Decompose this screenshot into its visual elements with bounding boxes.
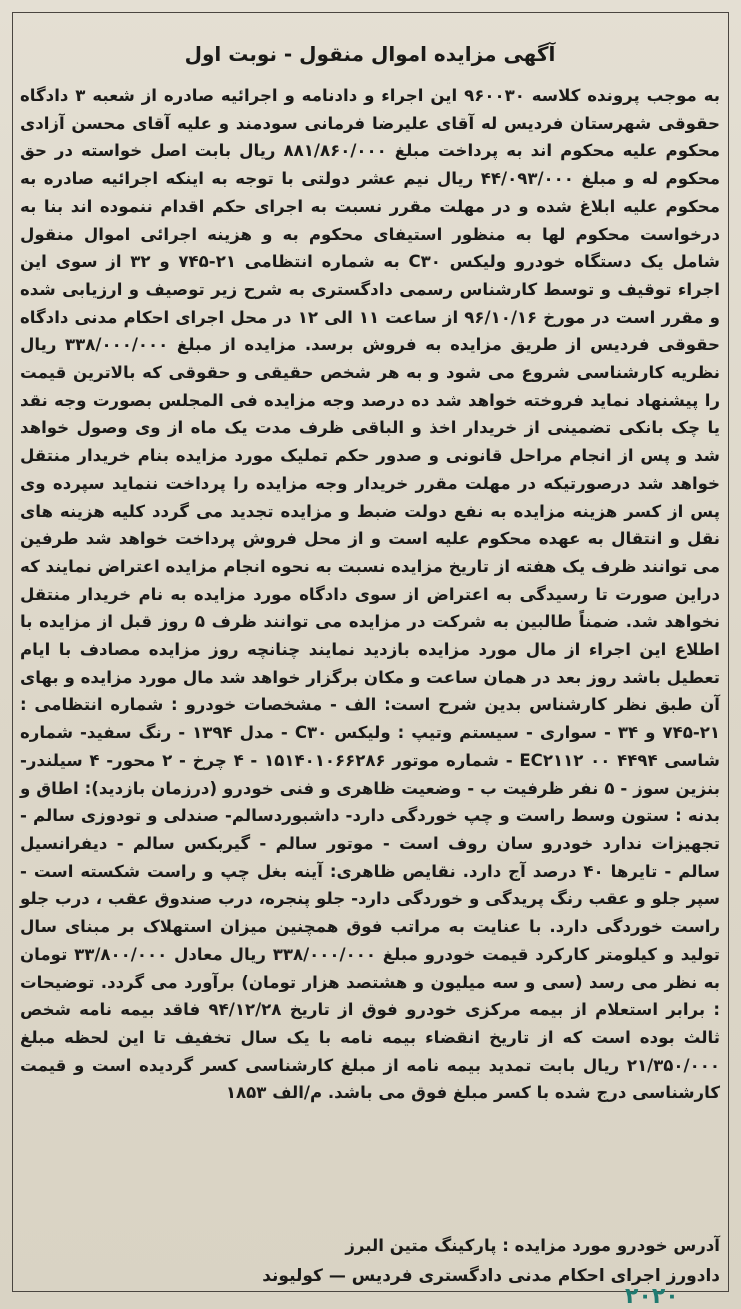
notice-title: آگهی مزایده اموال منقول - نوبت اول [184,42,556,66]
vehicle-address: آدرس خودرو مورد مزایده : پارکینگ متین البرز [345,1236,720,1255]
handwritten-stamp: ۲۰۲۰ [625,1284,679,1309]
signature-line: دادورز اجرای احکام مدنی دادگستری فردیس — کولیوند [262,1266,720,1286]
notice-body [20,82,720,1107]
notice-body-text: به موجب پرونده کلاسه ۹۶۰۰۳۰ این اجراء و دادنامه و اجرائیه صادره از شعبه ۳ دادگاه حقوقی شهرستان فردیس له آقای علیرضا فرمانی سودمند و علیه آقای محسن آزادی محکوم علیه محکوم اند به پرداخت مبلغ ۸۸۱/۸۶۰/۰۰۰ ریال بابت اصل خواسته در حق محکوم له و مبلغ ۴۴/۰۹۳/۰۰۰ ریال نیم عشر دولتی با توجه به اینکه اجرائیه صادره به محکوم علیه ابلاغ شده و در مهلت مقرر نسبت به اجرای حکم اقدام ننموده اند بنا به درخواست محکوم لها به منظور استیفای محکوم به و هزینه اجرائی اموال منقول شامل یک دستگاه خودرو ولیکس C۳۰ به شماره انتظامی ۲۱-۷۴۵ و ۳۲ از سوی این اجراء توقیف و توسط کارشناس رسمی دادگستری به شرح زیر توصیف و ارزیابی شده و مقرر است در مورخ ۹۶/۱۰/۱۶ از ساعت ۱۱ الی ۱۲ در محل اجرای احکام مدنی دادگاه حقوقی فردیس از طریق مزایده به فروش برسد. مزایده از مبلغ ۳۳۸/۰۰۰/۰۰۰ ریال نظریه کارشناسی شروع می شود و به هر شخص حقیقی و حقوقی که بالاترین قیمت را پیشنهاد نماید فروخته خواهد شد ده درصد وجه مزایده فی المجلس بصورت وجه نقد یا چک بانکی تضمینی از خریدار اخذ و الباقی ظرف مدت یک ماه از وی وصول خواهد شد و پس از انجام مراحل قانونی و صدور حکم تملیک مورد مزایده بنام خریدار منتقل خواهد شد درصورتیکه در مهلت مقرر خریدار وجه مزایده را پرداخت ننماید سپرده وی پس از کسر هزینه مزایده به نفع دولت ضبط و مزایده تجدید می گردد کلیه هزینه های نقل و انتقال به عهده محکوم علیه است و از محل فروش پرداخت خواهد شد طرفین می توانند ظرف یک هفته از تاریخ مزایده نسبت به نحوه انجام مزایده اعتراض نمایند که دراین صورت تا رسیدگی به اعتراض از سوی دادگاه مورد مزایده به نام خریدار منتقل نخواهد شد. ضمناً طالبین به شرکت در مزایده می توانند ظرف ۵ روز قبل از مزایده با اطلاع این اجراء از مال مورد مزایده بازدید نمایند چنانچه روز مزایده مصادف با ایام تعطیل باشد روز بعد در همان ساعت و مکان برگزار خواهد شد مال مورد مزایده و بهای آن طبق نظر کارشناس بدین شرح است: الف - مشخصات خودرو : شماره انتظامی : ۲۱-۷۴۵ و ۳۴ - سواری - سیستم وتیپ : ولیکس C۳۰ - مدل ۱۳۹۴ - رنگ سفید- شماره شاسی ۴۴۹۴ EC۲۱۱۲ ۰۰ - شماره موتور ۱۵۱۴۰۱۰۶۶۲۸۶ - ۴ چرخ - ۲ محور- ۴ سیلندر- بنزین سوز - ۵ نفر ظرفیت ب - وضعیت ظاهری و فنی خودرو (درزمان بازدید): اطاق و بدنه : ستون وسط راست و چپ خوردگی دارد- داشبوردسالم- صندلی و تودوزی سالم - تجهیزات ندارد خودرو سان روف است - موتور سالم - گیربکس سالم - دیفرانسیل سالم - تایرها ۴۰ درصد آج دارد. نقایص ظاهری: آینه بغل چپ و راست شکسته است - سپر جلو و عقب رنگ پریدگی و خوردگی دارد- جلو پنجره، درب صندوق عقب ، درب جلو راست خوردگی دارد. با عنایت به مراتب فوق همچنین میزان استهلاک بر مبنای سال تولید و کیلومتر کارکرد قیمت خودرو مبلغ ۳۳۸/۰۰۰/۰۰۰ ریال معادل ۳۳/۸۰۰/۰۰۰ تومان به نظر می رسد (سی و سه میلیون و هشتصد هزار تومان) برآورد می گردد. توضیحات : برابر استعلام از بیمه مرکزی خودرو فوق از تاریخ ۹۴/۱۲/۲۸ فاقد بیمه نامه شخص ثالث بوده است که از تاریخ انقضاء بیمه نامه با یک سال تخفیف تا این لحظه مبلغ ۲۱/۳۵۰/۰۰۰ ریال بابت تمدید بیمه نامه از مبلغ کارشناسی کسر گردیده است و قیمت کارشناسی درج شده با کسر مبلغ فوق می باشد. م/الف ۱۸۵۳ [20,86,721,1103]
